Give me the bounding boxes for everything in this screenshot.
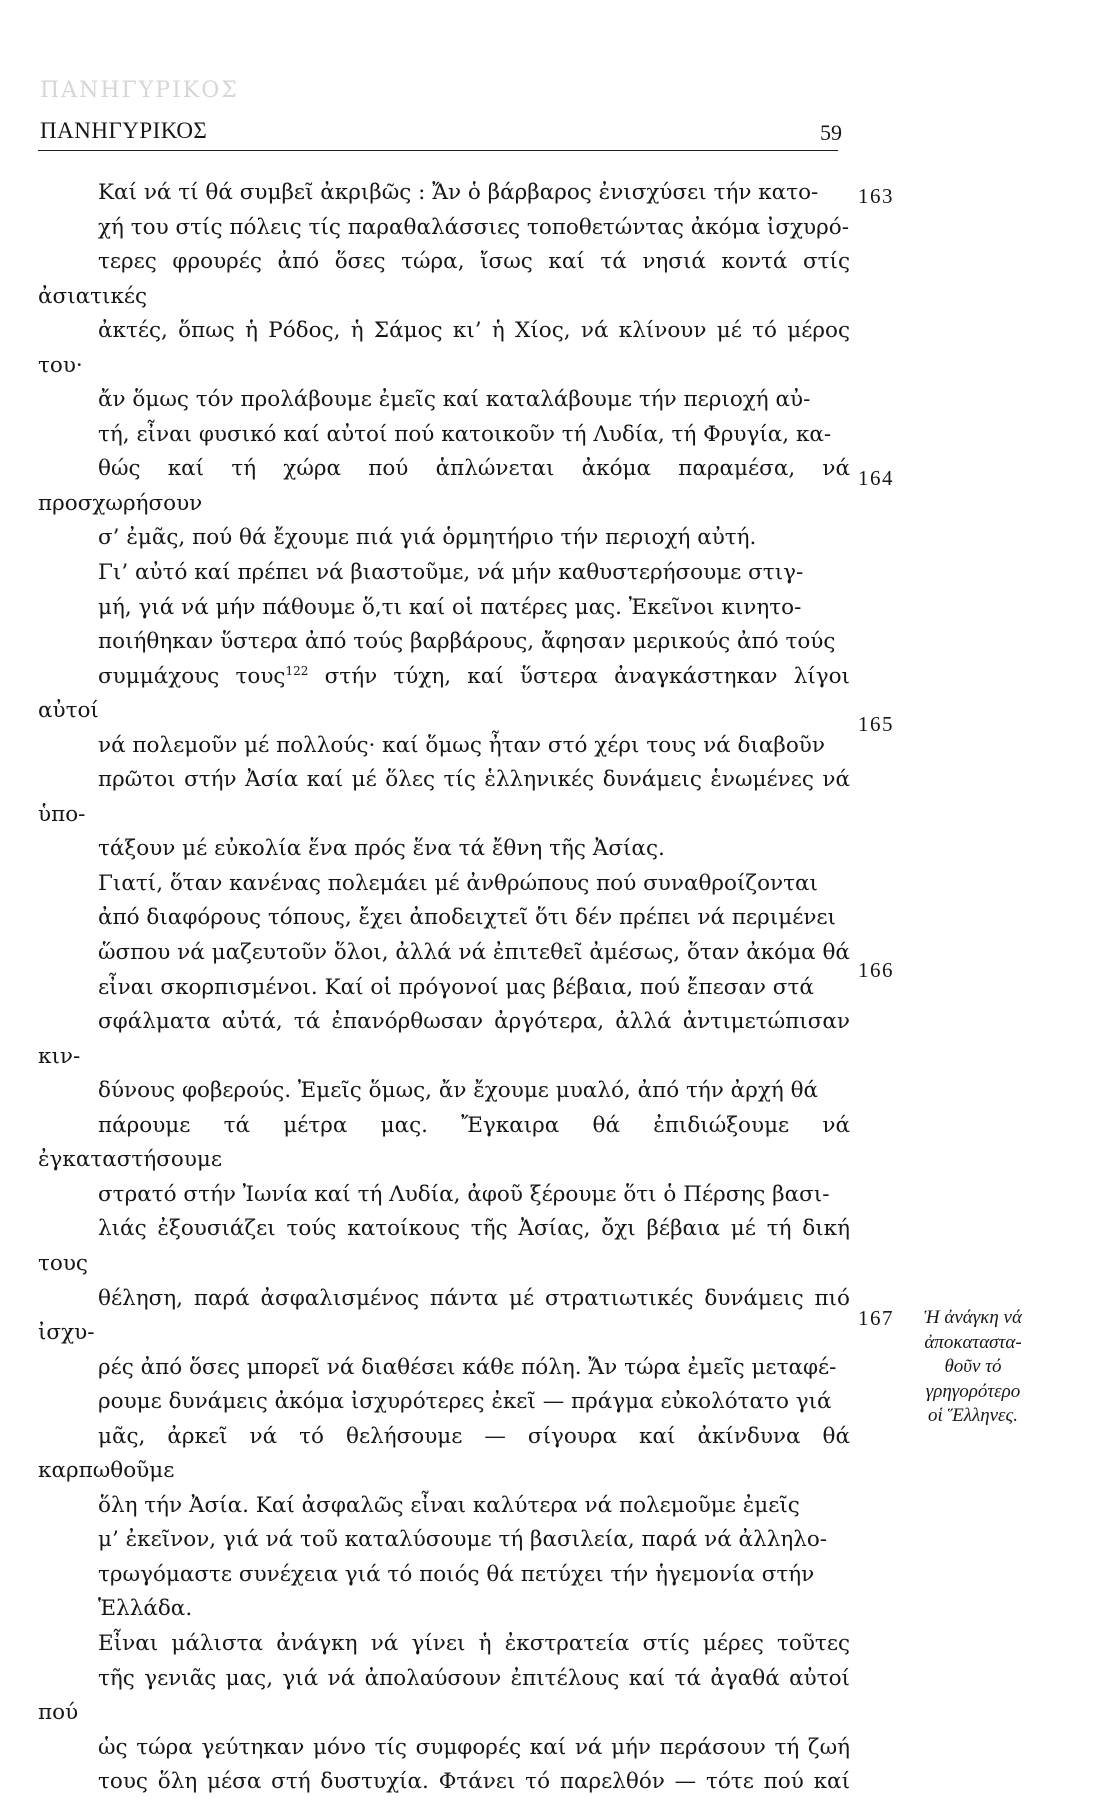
section-number: 164	[858, 466, 894, 490]
text-line: μή, γιά νά μήν πάθουμε ὅ,τι καί οἱ πατέρες μας. Ἐκεῖνοι κινητο-	[98, 594, 802, 620]
text-line: τερες φρουρές ἀπό ὅσες τώρα, ἴσως καί τά νησιά κοντά στίς ἀσιατικές	[38, 249, 850, 309]
section-number: 167	[858, 1306, 894, 1330]
footnote-line-prefix: συμμάχους τους	[98, 663, 286, 689]
text-line: ρουμε δυνάμεις ἀκόμα ἰσχυρότερες ἐκεῖ — πράγμα εὐκολότατο γιά	[98, 1389, 832, 1415]
section-number: 165	[858, 712, 894, 736]
gloss-line: οἱ Ἕλληνες.	[927, 1405, 1019, 1426]
text-line: ὅλη τήν Ἀσία. Καί ἀσφαλῶς εἶναι καλύτερα νά πολεμοῦμε ἐμεῖς	[98, 1492, 800, 1518]
text-line: νά πολεμοῦν μέ πολλούς· καί ὅμως ἦταν στό χέρι τους νά διαβοῦν	[98, 732, 825, 758]
text-line: τή, εἶναι φυσικό καί αὐτοί πού κατοικοῦν τή Λυδία, τή Φρυγία, κα-	[98, 421, 832, 447]
text-line: λιάς ἐξουσιάζει τούς κατοίκους τῆς Ἀσίας, ὄχι βέβαια μέ τή δική τους	[38, 1216, 850, 1276]
section-number: 163	[858, 184, 894, 208]
paragraph-165	[38, 867, 850, 1627]
text-line: τους ὅλη μέσα στή δυστυχία. Φτάνει τό παρελθόν — τότε πού καί	[98, 1769, 850, 1795]
paragraph-164	[38, 556, 850, 867]
text-line: πάρουμε τά μέτρα μας. Ἔγκαιρα θά ἐπιδιώξουμε νά ἐγκαταστήσουμε	[38, 1112, 850, 1173]
text-line: Εἶναι μάλιστα ἀνάγκη νά γίνει ἡ ἐκστρατεία στίς μέρες τοῦτες	[98, 1630, 850, 1656]
text-line: Καί νά τί θά συμβεῖ ἀκριβῶς : Ἄν ὁ βάρβαρος ἐνισχύσει τήν κατο-	[98, 180, 819, 205]
gloss-line: γρηγορότερο	[925, 1380, 1021, 1402]
footnote-ref: 122	[285, 663, 309, 678]
text-line: ἀκτές, ὅπως ἡ Ρόδος, ἡ Σάμος κι’ ἡ Χίος, νά κλίνουν μέ τό μέρος του·	[38, 318, 850, 378]
page-number: 59	[820, 120, 842, 145]
text-line: θώς καί τή χώρα πού ἁπλώνεται ἀκόμα παραμέσα, νά προσχωρήσουν	[38, 456, 850, 516]
section-number: 166	[858, 958, 894, 982]
text-line: Γι’ αὐτό καί πρέπει νά βιαστοῦμε, νά μήν καθυστερήσουμε στιγ-	[98, 560, 804, 586]
text-line: Ἑλλάδα.	[98, 1596, 193, 1622]
text-line: ποιήθηκαν ὕστερα ἀπό τούς βαρβάρους, ἄφησαν μερικούς ἀπό τούς	[98, 629, 836, 655]
text-line: εἶναι σκορπισμένοι. Καί οἱ πρόγονοί μας βέβαια, πού ἔπεσαν στά	[98, 974, 814, 1000]
text-line: τάξουν μέ εὐκολία ἕνα πρός ἕνα τά ἔθνη τῆς Ἀσίας.	[98, 836, 665, 862]
text-line: σ’ ἐμᾶς, πού θά ἔχουμε πιά γιά ὁρμητήριο τήν περιοχή αὐτή.	[98, 525, 757, 551]
text-line: χή του στίς πόλεις τίς παραθαλάσσιες τοποθετώντας ἀκόμα ἰσχυρό-	[98, 214, 849, 240]
text-line-with-footnote	[38, 660, 850, 729]
margin-gloss	[893, 1306, 1053, 1429]
running-title: ΠΑΝΗΓΥΡΙΚΟΣ	[40, 118, 208, 143]
gloss-line: ἀποκαταστα-	[924, 1331, 1022, 1353]
text-line: μᾶς, ἀρκεῖ νά τό θελήσουμε — σίγουρα καί ἀκίνδυνα θά καρπωθοῦμε	[38, 1423, 850, 1484]
text-line: μ’ ἐκεῖνον, γιά νά τοῦ καταλύσουμε τή βασιλεία, παρά νά ἀλληλο-	[98, 1527, 828, 1553]
text-line: πρῶτοι στήν Ἀσία καί μέ ὅλες τίς ἑλληνικές δυνάμεις ἑνωμένες νά ὑπο-	[38, 767, 850, 827]
text-line: Γιατί, ὅταν κανένας πολεμάει μέ ἀνθρώπους πού συναθροίζονται	[98, 870, 818, 896]
text-line: ρές ἀπό ὅσες μπορεῖ νά διαθέσει κάθε πόλη. Ἄν τώρα ἐμεῖς μεταφέ-	[98, 1354, 837, 1380]
text-line: τρωγόμαστε συνέχεια γιά τό ποιός θά πετύχει τήν ἡγεμονία στήν	[98, 1561, 815, 1587]
text-line: θέληση, παρά ἀσφαλισμένος πάντα μέ στρατιωτικές δυνάμεις πιό ἰσχυ-	[38, 1285, 850, 1346]
text-line: στρατό στήν Ἰωνία καί τή Λυδία, ἀφοῦ ξέρουμε ὅτι ὁ Πέρσης βασι-	[98, 1181, 830, 1207]
text-line: ἀπό διαφόρους τόπους, ἔχει ἀποδειχτεῖ ὅτι δέν πρέπει νά περιμένει	[98, 905, 836, 931]
text-line: ὥσπου νά μαζευτοῦν ὅλοι, ἀλλά νά ἐπιτεθεῖ ἀμέσως, ὅταν ἀκόμα θά	[98, 940, 850, 966]
text-line: τῆς γενιᾶς μας, γιά νά ἀπολαύσουν ἐπιτέλους καί τά ἀγαθά αὐτοί πού	[38, 1665, 850, 1726]
text-line: σφάλματα αὐτά, τά ἐπανόρθωσαν ἀργότερα, ἀλλά ἀντιμετώπισαν κιν-	[38, 1009, 850, 1069]
show-through-title: ΠΑΝΗΓΥΡΙΚΟΣ	[40, 78, 239, 103]
footnote-line-rest: στήν τύχη, καί ὕστερα ἀναγκάστηκαν λίγοι αὐτοί	[38, 663, 850, 724]
text-line: ἄν ὅμως τόν προλάβουμε ἐμεῖς καί καταλάβουμε τήν περιοχή αὐ-	[98, 387, 811, 413]
gloss-line: θοῦν τό	[944, 1356, 1002, 1377]
text-line: ὡς τώρα γεύτηκαν μόνο τίς συμφορές καί νά μήν περάσουν τή ζωή	[98, 1734, 850, 1760]
header-rule	[38, 150, 838, 151]
text-line: δύνους φοβερούς. Ἐμεῖς ὅμως, ἄν ἔχουμε μυαλό, ἀπό τήν ἀρχή θά	[98, 1078, 819, 1104]
paragraph-167	[38, 1627, 850, 1800]
gloss-line: Ἡ ἀνάγκη νά	[924, 1307, 1022, 1328]
paragraph-163	[38, 176, 850, 556]
body-text	[38, 176, 850, 1800]
